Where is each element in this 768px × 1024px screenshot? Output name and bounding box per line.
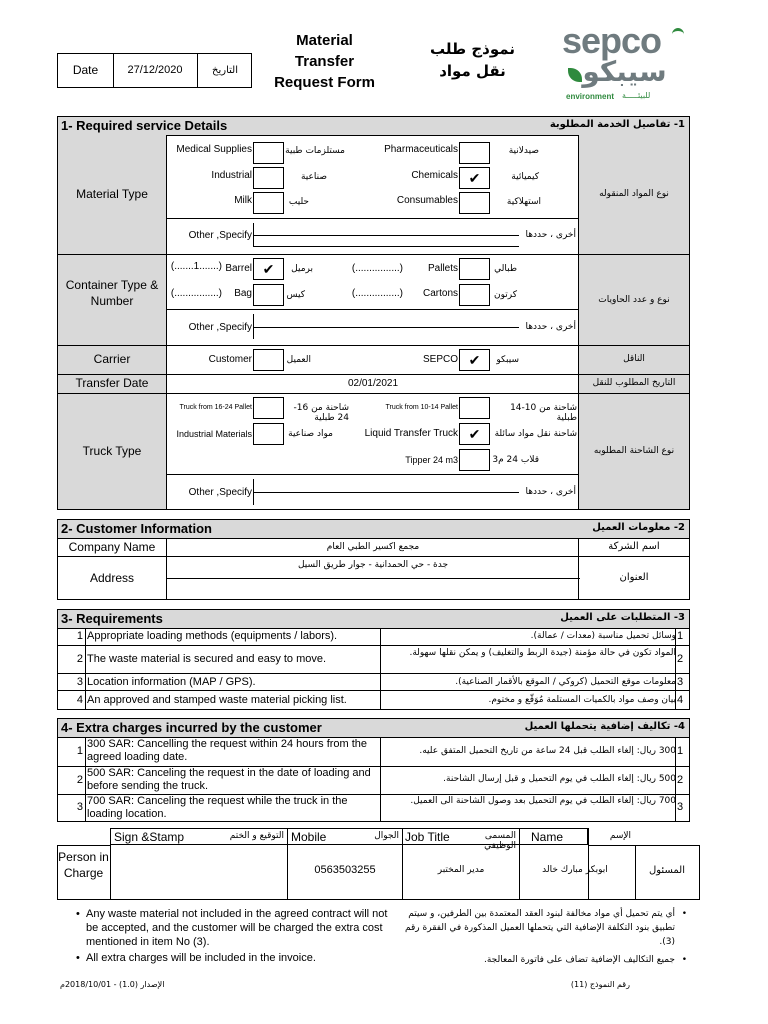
divider xyxy=(380,737,381,821)
industrial-label-ar: صناعية xyxy=(300,172,327,182)
container-other-line xyxy=(253,327,519,328)
form-title-en xyxy=(262,30,387,93)
logo-swoosh-icon xyxy=(672,28,684,41)
carrier-customer-label-ar: العميل xyxy=(286,355,311,365)
bullet-icon: • xyxy=(681,909,687,919)
charge-1-text-ar: 300 ريال: إلغاء الطلب قبل 24 ساعة من تاريخ التحميل المتفق عليه. xyxy=(419,746,676,756)
divider xyxy=(588,845,700,846)
section4-header xyxy=(58,719,689,738)
charge-3-text-ar: 700 ريال: إلغاء الطلب في يوم التحميل بعد وصول الشاحنة الى العميل. xyxy=(410,796,676,806)
section3-header xyxy=(58,610,689,629)
barrel-checkbox[interactable]: ✔ xyxy=(253,258,284,280)
milk-checkbox[interactable] xyxy=(253,192,284,214)
material-other-label-ar: أخرى ، حددها xyxy=(525,230,576,240)
section3-title-ar: 3- المتطلبات على العميل xyxy=(560,612,685,623)
truck-other-label: Other ,Specify xyxy=(188,487,252,498)
bullet-icon: • xyxy=(681,955,687,965)
req-3-number-ar: 3 xyxy=(677,676,684,688)
section2-header xyxy=(58,520,689,539)
note-en-1 xyxy=(76,907,396,949)
date-label: Date xyxy=(58,54,114,87)
note-en-2 xyxy=(76,951,396,965)
req-3-text: Location information (MAP / GPS). xyxy=(87,676,256,688)
pharmaceuticals-label: Pharmaceuticals xyxy=(384,144,458,155)
company-logo xyxy=(560,22,690,104)
barrel-label-ar: برميل xyxy=(291,264,313,274)
pallets-checkbox[interactable] xyxy=(459,258,490,280)
truck-liquid-checkbox[interactable]: ✔ xyxy=(459,423,490,445)
bullet-icon: • xyxy=(76,952,80,964)
title-ar-line-1: نموذج طلب xyxy=(430,40,515,58)
req-3-number: 3 xyxy=(76,676,83,688)
cartons-label: Cartons xyxy=(422,288,458,299)
bullet-icon: • xyxy=(76,908,80,920)
truck-other-divider xyxy=(166,474,579,475)
pharmaceuticals-checkbox[interactable] xyxy=(459,142,490,164)
carrier-customer-label: Customer xyxy=(208,354,252,365)
truck-16-24-checkbox[interactable] xyxy=(253,397,284,419)
truck-16-24-label: Truck from 16-24 Pallet xyxy=(179,404,252,411)
bag-qty[interactable]: (................) xyxy=(170,288,222,299)
req-2-number: 2 xyxy=(76,653,83,665)
cartons-label-ar: كرتون xyxy=(493,290,517,300)
industrial-checkbox[interactable] xyxy=(253,167,284,189)
charge-1-number-ar: 1 xyxy=(677,745,684,757)
sign-value[interactable] xyxy=(111,846,287,899)
truck-industrial-checkbox[interactable] xyxy=(253,423,284,445)
charge-2-number-ar: 2 xyxy=(677,774,684,786)
section1-title: 1- Required service Details xyxy=(61,118,228,133)
pallets-label-ar: طبالي xyxy=(494,264,517,274)
industrial-label: Industrial xyxy=(211,170,252,181)
title-line-2: Transfer xyxy=(294,53,355,70)
address-label-ar: العنوان xyxy=(578,557,689,599)
carrier-sepco-label-ar: سيبكو xyxy=(496,355,519,365)
note-en-2-text: All extra charges will be included in the invoice. xyxy=(86,952,316,964)
note-ar-1-text: أي يتم تحميل أي مواد مخالفة لبنود العقد المعتمدة بين الطرفين، و سيتم تطبيق بنود التكلفة الإضافية التي يتحملها العميل المذكورة في الفقرة رقم (3). xyxy=(405,909,675,947)
barrel-label: Barrel xyxy=(225,263,252,274)
section3-title: 3- Requirements xyxy=(61,611,163,626)
address-value[interactable]: جدة - حي الحمدانية - جوار طريق السيل xyxy=(297,560,449,570)
medical-supplies-label: Medical Supplies xyxy=(176,144,252,155)
mobile-header-ar: الجوال xyxy=(374,831,399,841)
notes-en xyxy=(76,907,396,965)
charge-2-text: 500 SAR: Canceling the request in the date of loading and before sending the truck. xyxy=(87,767,371,792)
charge-3-number-ar: 3 xyxy=(677,801,684,813)
req-2-text: The waste material is secured and easy to move. xyxy=(87,653,327,665)
container-other-label-ar: أخرى ، حددها xyxy=(525,322,576,332)
req-4-number: 4 xyxy=(76,694,83,706)
truck-liquid-label-ar: شاحنة نقل مواد سائلة xyxy=(494,429,577,439)
divider xyxy=(58,673,689,674)
truck-industrial-label: Industrial Materials xyxy=(176,429,252,439)
charge-2-number: 2 xyxy=(76,774,83,786)
carrier-label-ar: الناقل xyxy=(623,354,645,364)
address-label: Address xyxy=(58,557,167,599)
bag-checkbox[interactable] xyxy=(253,284,284,306)
date-value[interactable]: 27/12/2020 xyxy=(113,54,198,87)
note-en-1-text: Any waste material not included in the agreed contract will not be accepted, and the customer will be charged the extra cost mentioned in item No (3). xyxy=(86,908,388,948)
req-1-number: 1 xyxy=(76,630,83,642)
medical-supplies-label-ar: مستلزمات طبية xyxy=(285,146,345,156)
form-title-ar xyxy=(415,38,530,82)
name-header-ar: الإسم xyxy=(609,831,631,841)
section-extra-charges xyxy=(57,718,690,822)
company-value[interactable]: مجمع اكسير الطبي العام xyxy=(326,542,420,552)
charge-1-text: 300 SAR: Cancelling the request within 24 hours from the agreed loading date. xyxy=(87,738,368,763)
person-in-charge-label: Person in Charge xyxy=(58,850,109,880)
footer-version: الإصدار (1.0) - 2018/10/01م xyxy=(60,980,165,989)
title-line-1: Material xyxy=(296,32,353,49)
notes-ar xyxy=(405,907,687,967)
person-in-charge-label-ar: المسئول xyxy=(649,865,685,876)
divider xyxy=(85,737,86,821)
name-header-en: Name xyxy=(531,830,564,844)
logo-text-en: sepco xyxy=(562,20,662,61)
bag-label-ar: كيس xyxy=(286,290,305,300)
pallets-label: Pallets xyxy=(427,263,458,274)
consumables-label: Consumables xyxy=(396,195,458,206)
section4-title: 4- Extra charges incurred by the customer xyxy=(61,720,322,735)
section-customer-info xyxy=(57,519,690,600)
req-2-number-ar: 2 xyxy=(677,653,684,665)
material-type-label-ar: نوع المواد المنقوله xyxy=(599,189,669,199)
carrier-sepco-label: SEPCO xyxy=(422,354,458,365)
title-line-3: Request Form xyxy=(274,74,375,91)
logo-subtitle-en: environment xyxy=(566,92,615,101)
truck-tipper-checkbox[interactable] xyxy=(459,449,490,471)
truck-16-24-label-ar: شاحنة من 16-24 طبلية xyxy=(293,403,349,423)
job-header-ar: المسمى الوظيفي xyxy=(484,831,516,851)
carrier-sepco-checkbox[interactable]: ✔ xyxy=(459,349,490,371)
date-label-ar: التاريخ xyxy=(212,65,238,76)
req-4-text: An approved and stamped waste material picking list. xyxy=(87,694,347,706)
company-label-ar: اسم الشركة xyxy=(578,538,689,556)
req-1-number-ar: 1 xyxy=(677,630,684,642)
transfer-date-label-ar: التاريخ المطلوب للنقل xyxy=(592,378,676,388)
truck-other-line xyxy=(253,492,519,493)
footer-form-number: رقم النموذج (11) xyxy=(570,980,630,989)
chemicals-label: Chemicals xyxy=(411,170,458,181)
charge-3-number: 3 xyxy=(76,801,83,813)
company-label: Company Name xyxy=(58,538,167,556)
chemicals-checkbox[interactable]: ✔ xyxy=(459,167,490,189)
consumables-label-ar: استهلاكية xyxy=(506,197,541,207)
truck-tipper-label-ar: قلاب 24 م3 xyxy=(492,455,539,465)
cartons-checkbox[interactable] xyxy=(459,284,490,306)
req-2-text-ar: المواد تكون في حالة مؤمنة (جيدة الربط والتغليف) و يمكن نقلها سهولة. xyxy=(409,648,676,658)
transfer-date-value[interactable]: 02/01/2021 xyxy=(347,378,399,389)
req-4-text-ar: بيان وصف مواد بالكميات المستلمة مُوَقّع و مختوم. xyxy=(488,695,676,705)
truck-other-label-ar: أخرى ، حددها xyxy=(525,487,576,497)
truck-liquid-label: Liquid Transfer Truck xyxy=(364,428,458,439)
transfer-date-label: Transfer Date xyxy=(75,376,149,390)
truck-10-14-label-ar: شاحنة من 10-14 طبلية xyxy=(510,403,577,423)
charge-1-number: 1 xyxy=(76,745,83,757)
divider xyxy=(58,690,689,691)
note-ar-2-text: جميع التكاليف الإضافية تضاف على فاتورة المعالجة. xyxy=(483,955,675,965)
section1-header xyxy=(58,117,689,136)
section1-title-ar: 1- تفاصيل الخدمة المطلوبة xyxy=(549,119,685,130)
divider xyxy=(85,628,86,709)
milk-label-ar: حليب xyxy=(288,197,309,207)
sign-header-en: Sign &Stamp xyxy=(114,830,185,844)
req-1-text: Appropriate loading methods (equipments / labors). xyxy=(87,630,338,642)
sign-header-ar: التوقيع و الختم xyxy=(229,831,284,841)
divider xyxy=(58,645,689,646)
section2-title: 2- Customer Information xyxy=(61,521,212,536)
divider xyxy=(57,845,110,846)
job-value[interactable]: مدير المختبر xyxy=(437,865,485,875)
req-1-text-ar: وسائل تحميل مناسبة (معدات / عمالة). xyxy=(530,631,676,641)
section-requirements xyxy=(57,609,690,710)
carrier-customer-checkbox[interactable] xyxy=(253,349,284,371)
carrier-label: Carrier xyxy=(93,352,131,366)
medical-supplies-checkbox[interactable] xyxy=(253,142,284,164)
address-line xyxy=(166,578,580,579)
name-value[interactable]: ابوبكر مبارك خالد xyxy=(542,865,608,875)
material-other-label: Other ,Specify xyxy=(188,230,252,241)
container-other-divider xyxy=(166,309,579,310)
truck-industrial-label-ar: مواد صناعية xyxy=(288,429,333,439)
cartons-qty[interactable]: (................) xyxy=(351,288,403,299)
logo-subtitle-ar: للبيئـــــة xyxy=(622,91,651,100)
container-other-label: Other ,Specify xyxy=(188,322,252,333)
req-3-text-ar: معلومات موقع التحميل (كروكي / الموقع بالأقمار الصناعية). xyxy=(455,677,676,687)
person-in-charge-table xyxy=(57,828,700,900)
container-type-label-ar: نوع و عدد الحاويات xyxy=(598,295,670,305)
truck-10-14-label: Truck from 10-14 Pallet xyxy=(385,404,458,411)
note-ar-2 xyxy=(405,953,687,967)
chemicals-label-ar: كيميائية xyxy=(511,172,539,182)
milk-label: Milk xyxy=(234,195,252,206)
consumables-checkbox[interactable] xyxy=(459,192,490,214)
pharmaceuticals-label-ar: صيدلانية xyxy=(508,146,539,156)
container-type-label: Container Type & Number xyxy=(65,278,159,308)
pallets-qty[interactable]: (................) xyxy=(351,263,403,274)
title-ar-line-2: نقل مواد xyxy=(439,62,506,80)
divider xyxy=(380,628,381,709)
mobile-header-en: Mobile xyxy=(291,830,327,844)
truck-type-label: Truck Type xyxy=(82,444,142,458)
divider xyxy=(588,828,589,900)
job-header-en: Job Title xyxy=(405,830,450,844)
material-other-divider xyxy=(166,218,579,219)
date-box xyxy=(57,53,252,88)
section2-title-ar: 2- معلومات العميل xyxy=(592,522,685,533)
material-other-line xyxy=(253,235,519,236)
logo-text-ar: سيبكو xyxy=(582,55,667,88)
bag-label: Bag xyxy=(234,288,252,299)
section-required-service xyxy=(57,116,690,510)
note-ar-1 xyxy=(405,907,687,949)
material-type-label: Material Type xyxy=(76,187,148,201)
truck-tipper-label: Tipper 24 m3 xyxy=(405,455,458,465)
truck-10-14-checkbox[interactable] xyxy=(459,397,490,419)
barrel-qty[interactable]: (.......1.......) xyxy=(170,261,222,272)
truck-type-label-ar: نوع الشاحنة المطلوبه xyxy=(593,446,675,456)
req-4-number-ar: 4 xyxy=(677,694,684,706)
charge-2-text-ar: 500 ريال: إلغاء الطلب في يوم التحميل و قبل إرسال الشاحنة. xyxy=(443,774,676,784)
charge-3-text: 700 SAR: Canceling the request while the truck in the loading location. xyxy=(87,795,348,820)
section4-title-ar: 4- تكاليف إضافية يتحملها العميل xyxy=(524,721,685,732)
mobile-value[interactable]: 0563503255 xyxy=(314,864,376,876)
